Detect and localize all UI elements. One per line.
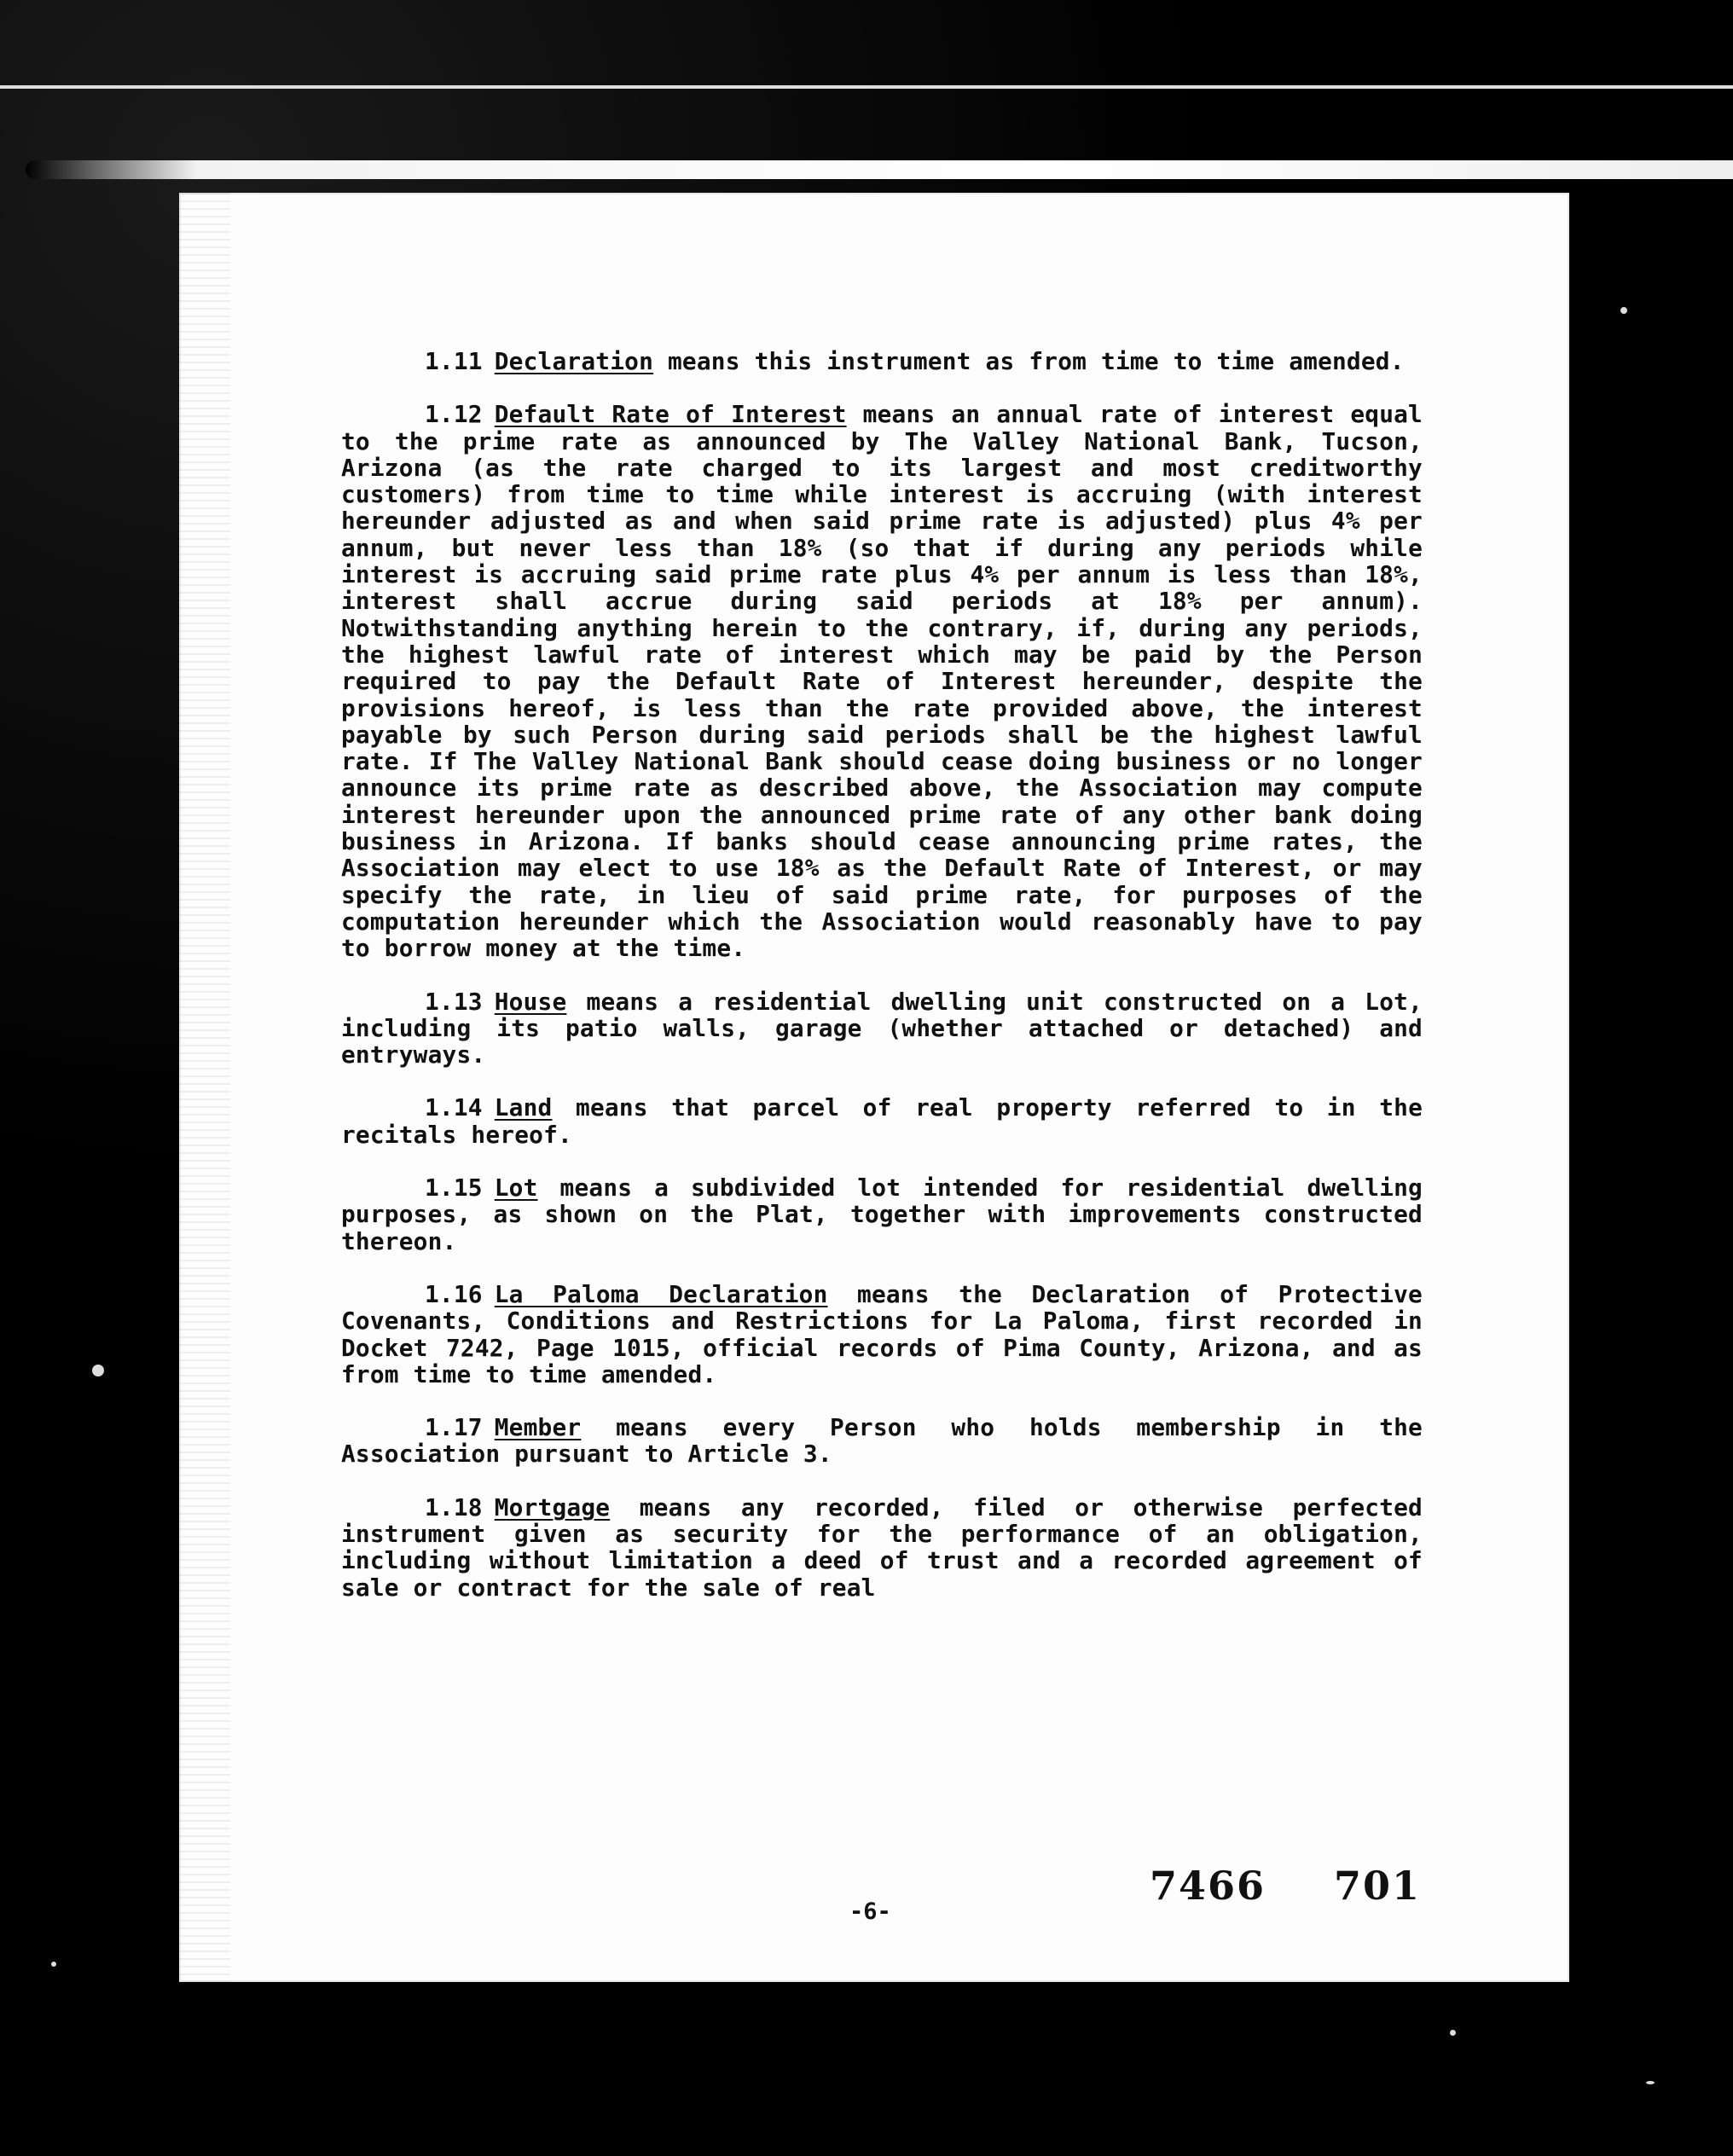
definition-1-12 <box>341 401 1423 961</box>
definition-text: means that parcel of real property referred to in the recitals hereof. <box>341 1093 1423 1149</box>
scan-speck <box>1620 307 1627 314</box>
definition-1-15 <box>341 1174 1423 1255</box>
defined-term: Default Rate of Interest <box>494 400 847 429</box>
defined-term: Land <box>494 1093 553 1122</box>
page-number: -6- <box>849 1898 891 1925</box>
section-number: 1.17 <box>425 1413 483 1442</box>
definition-1-18 <box>341 1494 1423 1601</box>
document-page <box>179 193 1569 1982</box>
definition-1-11 <box>341 348 1423 374</box>
section-number: 1.11 <box>425 347 483 375</box>
definition-1-13 <box>341 988 1423 1069</box>
section-number: 1.15 <box>425 1174 483 1203</box>
defined-term: Lot <box>494 1174 538 1203</box>
definition-1-14 <box>341 1094 1423 1148</box>
defined-term: House <box>494 987 567 1016</box>
scan-speck <box>51 1962 56 1967</box>
defined-term: Member <box>494 1413 582 1442</box>
defined-term: La Paloma Declaration <box>494 1279 828 1308</box>
definition-1-16 <box>341 1281 1423 1388</box>
scan-speck <box>1450 2030 1456 2036</box>
definition-text: means a subdivided lot intended for residential dwelling purposes, as shown on the Plat, together with improvements constructed thereon. <box>341 1174 1423 1255</box>
scan-speck <box>1646 2081 1655 2084</box>
definition-text: means an annual rate of interest equal to the prime rate as announced by The Valley National Bank, Tucson, Arizona (as the rate charged to its largest and most creditworthy customers) from time to time while interest is accruing (with interest hereunder adjusted as and when said prime rate is adjusted) plus 4% per annum, but never less than 18% (so that if during any periods while interest is accruing said prime rate plus 4% per annum is less than 18%, interest shall accrue during said periods at 18% per annum). Notwithstanding anything herein to the contrary, if, during any periods, the highest lawful rate of interest which may be paid by the Person required to pay the Default Rate of Interest hereunder, despite the provisions hereof, is less than the rate provided above, the interest payable by such Person during said periods shall be the highest lawful rate. If The Valley National Bank should cease doing business or no longer announce its prime rate as described above, the Association may compute interest hereunder upon the announced prime rate of any other bank doing business in Arizona. If banks should cease announcing prime rates, the Association may elect to use 18% as the Default Rate of Interest, or may specify the rate, in lieu of said prime rate, for purposes of the computation hereunder which the Association would reasonably have to pay to borrow money at the time. <box>341 400 1423 963</box>
definition-text: means a residential dwelling unit constructed on a Lot, including its patio walls, garage (whether attached or detached) and entryways. <box>341 987 1423 1069</box>
section-number: 1.18 <box>425 1492 483 1521</box>
docket-number: 7466 <box>1150 1863 1266 1909</box>
section-number: 1.16 <box>425 1279 483 1308</box>
scan-edge-line <box>0 85 1733 89</box>
section-number: 1.13 <box>425 987 483 1016</box>
scan-noise <box>179 193 230 1982</box>
section-number: 1.14 <box>425 1093 483 1122</box>
definition-text: means any recorded, filed or otherwise perfected instrument given as security for the performance of an obligation, including without limitation a deed of trust and a recorded agreement of sale or contract for the sale of real <box>341 1492 1423 1602</box>
definition-1-17 <box>341 1414 1423 1468</box>
section-number: 1.12 <box>425 400 483 429</box>
docket-page-number: 701 <box>1334 1863 1422 1909</box>
recording-stamp <box>1150 1863 1421 1909</box>
definition-text: means every Person who holds membership in the Association pursuant to Article 3. <box>341 1413 1423 1469</box>
defined-term: Mortgage <box>494 1492 611 1521</box>
scan-edge-band <box>26 160 1733 179</box>
definition-text: means the Declaration of Protective Covenants, Conditions and Restrictions for La Paloma, first recorded in Docket 7242, Page 1015, official records of Pima County, Arizona, and as from time to time amended. <box>341 1279 1423 1388</box>
definition-text: means this instrument as from time to time amended. <box>667 347 1405 375</box>
document-body <box>341 348 1423 1627</box>
scan-speck <box>92 1365 104 1376</box>
defined-term: Declaration <box>494 347 654 375</box>
